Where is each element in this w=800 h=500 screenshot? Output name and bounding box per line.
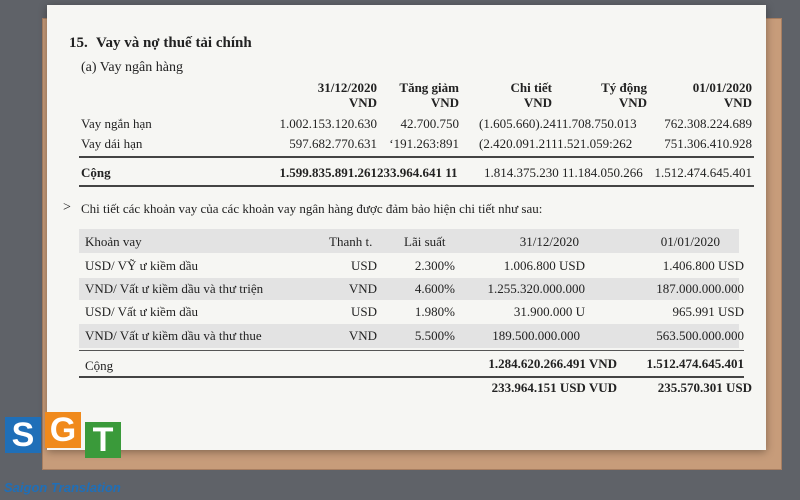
t1-row1-col5: 762.308.224.689: [664, 116, 752, 131]
t2-total-2020: 1.284.620.266.491 VND: [488, 356, 617, 371]
t2-total-2019: 1.512.474.645.401: [646, 356, 744, 371]
t1-row1-label: Vay ngắn hạn: [81, 116, 152, 131]
t1-total-label: Cộng: [81, 165, 111, 180]
t2-row2-2019: 187.000.000.000: [656, 281, 744, 296]
t1-row2-col3: (2.420.091.2111.521.059:262: [479, 136, 633, 151]
t1-header-col4: Tý động VND: [601, 80, 647, 110]
t1-row2-col2: ‘191.263:891: [389, 136, 459, 151]
t2-total-label: Cộng: [85, 358, 114, 373]
t2-header-rate: Lãi suất: [404, 234, 446, 249]
t2-extra-2020: 233.964.151 USD VUD: [491, 380, 617, 395]
t2-rule-top: [79, 350, 744, 351]
t2-row1-currency: USD: [350, 258, 377, 273]
t2-row2-2020: 1.255.320.000.000: [487, 281, 585, 296]
t2-row4-currency: VND: [348, 328, 377, 343]
logo-letter-s-tile: S: [5, 417, 41, 453]
t1-header-col1: 31/12/2020 VND: [317, 80, 377, 110]
t1-header-col3: Chi tiết VND: [510, 80, 552, 110]
t2-row2-rate: 4.600%: [414, 281, 455, 296]
t2-row3-currency: USD: [350, 304, 377, 319]
t2-row1-2019: 1.406.800 USD: [662, 258, 744, 273]
t2-row4-2020: 189.500.000.000: [492, 328, 580, 343]
t2-row3-rate: 1.980%: [414, 304, 455, 319]
t1-total-col3: 1.814.375.230 11.184.050.266: [484, 165, 643, 180]
section-subtitle: (a) Vay ngân hàng: [81, 60, 183, 75]
t2-header-currency: Thanh t.: [329, 234, 373, 249]
t1-header-col5: 01/01/2020 VND: [692, 80, 752, 110]
t2-row3-2020: 31.900.000 U: [513, 304, 585, 319]
t2-row4-2019: 563.500.000.000: [656, 328, 744, 343]
t2-row1-2020: 1.006.800 USD: [503, 258, 585, 273]
t2-row4-name: VND/ Vất ư kiềm dầu và thư thue: [85, 328, 262, 343]
t2-header-2019: 01/01/2020: [660, 234, 720, 249]
t2-row3-name: USD/ Vất ư kiềm dầu: [85, 304, 198, 319]
t1-total-col1: 1.599.835.891.261: [279, 165, 377, 180]
t1-row2-label: Vay dái hạn: [81, 136, 143, 151]
t1-header-col2: Tăng giảm VND: [399, 80, 459, 110]
t1-row2-col1: 597.682.770.631: [289, 136, 377, 151]
t2-extra-2019: 235.570.301 USD: [657, 380, 752, 395]
note-marker: >: [63, 200, 71, 215]
t2-header-2020: 31/12/2020: [519, 234, 579, 249]
note-text: Chi tiết các khoản vay của các khoản vay ngân hàng được đảm bảo hiện chi tiết như sau:: [81, 201, 543, 216]
t1-total-col2: 233.964.641 11: [377, 165, 458, 180]
t2-header-name: Khoản vay: [85, 234, 142, 249]
t2-row4-rate: 5.500%: [414, 328, 455, 343]
logo-letter-g-tile: G: [45, 412, 81, 448]
t1-row1-col3: (1.605.660).2411.708.750.013: [479, 116, 637, 131]
logo-letter-t-tile: T: [85, 422, 121, 458]
t2-row3-2019: 965.991 USD: [672, 304, 744, 319]
t1-total-col5: 1.512.474.645.401: [654, 165, 752, 180]
t1-row1-col1: 1.002.153.120.630: [279, 116, 377, 131]
t2-row1-name: USD/ VỸ ư kiềm dầu: [85, 258, 198, 273]
t2-rule-bottom: [79, 376, 744, 378]
section-number: 15.: [69, 35, 88, 51]
t1-rule-top: [79, 156, 754, 158]
document-page: [47, 5, 766, 450]
section-title: Vay và nợ thuế tải chính: [96, 35, 252, 51]
t2-row1-rate: 2.300%: [414, 258, 455, 273]
t2-row2-name: VND/ Vất ư kiềm dầu và thư triện: [85, 281, 264, 296]
t2-row2-currency: VND: [348, 281, 377, 296]
t1-row1-col2: 42.700.750: [400, 116, 459, 131]
t1-rule-bottom: [79, 185, 754, 187]
t1-row2-col5: 751.306.410.928: [664, 136, 752, 151]
logo-caption: Saigon Translation: [4, 480, 121, 495]
